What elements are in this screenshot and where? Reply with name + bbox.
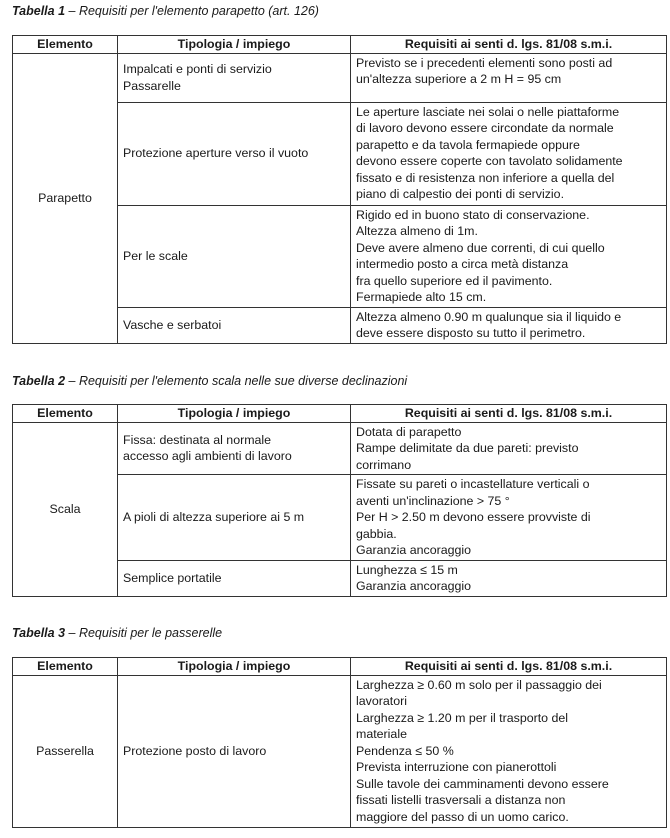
header-requisiti: Requisiti ai senti d. lgs. 81/08 s.m.i. bbox=[351, 405, 667, 423]
requisiti-line: Deve avere almeno due correnti, di cui quello bbox=[356, 240, 605, 255]
table-caption-label: Tabella 1 bbox=[12, 4, 66, 18]
table-caption-text: – Requisiti per le passerelle bbox=[65, 626, 223, 640]
requisiti-cell bbox=[351, 560, 667, 596]
tipologia-line: A pioli di altezza superiore ai 5 m bbox=[123, 510, 305, 524]
requisiti-line: un'altezza superiore a 2 m H = 95 cm bbox=[356, 72, 562, 86]
requisiti-line: Pendenza ≤ 50 % bbox=[356, 743, 454, 758]
table-header-row bbox=[13, 658, 667, 676]
requisiti-line: Larghezza ≥ 1.20 m per il trasporto del bbox=[356, 710, 569, 725]
requisiti-line: gabbia. bbox=[356, 526, 397, 541]
header-elemento: Elemento bbox=[13, 405, 118, 423]
requirements-table bbox=[12, 657, 667, 828]
tipologia-line: Semplice portatile bbox=[123, 570, 222, 585]
tipologia-cell bbox=[118, 102, 351, 205]
requisiti-line: Garanzia ancoraggio bbox=[356, 543, 472, 557]
requisiti-line: Previsto se i precedenti elementi sono posti ad bbox=[356, 55, 613, 70]
requisiti-line: Altezza almeno di 1m. bbox=[356, 224, 478, 238]
tipologia-cell bbox=[118, 475, 351, 561]
tipologia-cell bbox=[118, 205, 351, 307]
requisiti-line: corrimano bbox=[356, 457, 412, 472]
element-cell: Scala bbox=[13, 422, 118, 596]
requisiti-line: aventi un'inclinazione > 75 ° bbox=[356, 493, 510, 508]
requisiti-line: Prevista interruzione con pianerottoli bbox=[356, 760, 557, 774]
tipologia-line: Passarelle bbox=[123, 78, 181, 93]
requisiti-cell bbox=[351, 475, 667, 561]
table-caption-text: – Requisiti per l'elemento scala nelle sue diverse declinazioni bbox=[65, 374, 408, 388]
tipologia-cell bbox=[118, 675, 351, 827]
table-caption-label: Tabella 2 bbox=[12, 374, 66, 388]
table-header-row bbox=[13, 405, 667, 423]
header-tipologia: Tipologia / impiego bbox=[118, 36, 351, 54]
table-caption-text: – Requisiti per l'elemento parapetto (art. 126) bbox=[65, 4, 319, 18]
requisiti-line: intermedio posto a circa metà distanza bbox=[356, 257, 569, 271]
requisiti-line: piano di calpestio dei ponti di servizio. bbox=[356, 187, 565, 201]
element-cell: Passerella bbox=[13, 675, 118, 827]
table-caption bbox=[12, 374, 407, 388]
tipologia-cell bbox=[118, 53, 351, 102]
table-caption bbox=[12, 4, 319, 18]
table-caption-label: Tabella 3 bbox=[12, 626, 66, 640]
element-cell: Parapetto bbox=[13, 53, 118, 343]
requisiti-line: Le aperture lasciate nei solai o nelle piattaforme bbox=[356, 104, 620, 119]
requisiti-line: fissato e di resistenza non inferiore a quella del bbox=[356, 170, 615, 185]
header-tipologia: Tipologia / impiego bbox=[118, 405, 351, 423]
tipologia-line: Impalcati e ponti di servizio bbox=[123, 62, 272, 76]
tipologia-line: accesso agli ambienti di lavoro bbox=[123, 449, 292, 464]
requisiti-cell bbox=[351, 53, 667, 102]
requisiti-line: materiale bbox=[356, 727, 407, 741]
requisiti-line: di lavoro devono essere circondate da normale bbox=[356, 121, 614, 135]
requirements-table bbox=[12, 35, 667, 344]
requisiti-cell bbox=[351, 422, 667, 475]
requisiti-line: deve essere disposto su tutto il perimetro. bbox=[356, 326, 586, 340]
requisiti-line: Garanzia ancoraggio bbox=[356, 579, 472, 593]
table-row bbox=[13, 53, 667, 102]
requisiti-line: maggiore del passo di un uomo carico. bbox=[356, 809, 569, 824]
header-requisiti: Requisiti ai senti d. lgs. 81/08 s.m.i. bbox=[351, 36, 667, 54]
table-row bbox=[13, 422, 667, 475]
requisiti-cell bbox=[351, 102, 667, 205]
requisiti-line: fissati listelli trasversali a distanza non bbox=[356, 793, 566, 807]
tipologia-cell bbox=[118, 307, 351, 343]
requisiti-line: Larghezza ≥ 0.60 m solo per il passaggio dei bbox=[356, 677, 602, 692]
table-header-row bbox=[13, 36, 667, 54]
requisiti-line: Rampe delimitate da due pareti: previsto bbox=[356, 441, 579, 455]
requisiti-line: parapetto e da tavola fermapiede oppure bbox=[356, 137, 580, 152]
requisiti-cell bbox=[351, 307, 667, 343]
requisiti-line: Rigido ed in buono stato di conservazione. bbox=[356, 207, 590, 222]
header-elemento: Elemento bbox=[13, 36, 118, 54]
tipologia-cell bbox=[118, 560, 351, 596]
requisiti-cell bbox=[351, 675, 667, 827]
requisiti-line: Lunghezza ≤ 15 m bbox=[356, 562, 458, 577]
requisiti-line: fra quello superiore ed il pavimento. bbox=[356, 273, 553, 288]
requirements-table bbox=[12, 404, 667, 597]
requisiti-line: devono essere coperte con tavolato solidamente bbox=[356, 154, 623, 168]
requisiti-line: Per H > 2.50 m devono essere provviste di bbox=[356, 510, 591, 524]
requisiti-line: Altezza almeno 0.90 m qualunque sia il liquido e bbox=[356, 309, 622, 324]
table-row bbox=[13, 675, 667, 827]
requisiti-line: Dotata di parapetto bbox=[356, 424, 462, 439]
requisiti-line: Sulle tavole dei camminamenti devono essere bbox=[356, 776, 609, 791]
tipologia-line: Per le scale bbox=[123, 248, 188, 263]
table-caption bbox=[12, 626, 222, 640]
header-tipologia: Tipologia / impiego bbox=[118, 658, 351, 676]
tipologia-line: Protezione posto di lavoro bbox=[123, 743, 267, 758]
requisiti-line: Fermapiede alto 15 cm. bbox=[356, 290, 487, 304]
tipologia-line: Fissa: destinata al normale bbox=[123, 432, 272, 447]
requisiti-cell bbox=[351, 205, 667, 307]
header-requisiti: Requisiti ai senti d. lgs. 81/08 s.m.i. bbox=[351, 658, 667, 676]
requisiti-line: lavoratori bbox=[356, 694, 407, 708]
tipologia-line: Vasche e serbatoi bbox=[123, 317, 222, 332]
tipologia-line: Protezione aperture verso il vuoto bbox=[123, 146, 309, 161]
header-elemento: Elemento bbox=[13, 658, 118, 676]
tipologia-cell bbox=[118, 422, 351, 475]
requisiti-line: Fissate su pareti o incastellature verticali o bbox=[356, 477, 590, 491]
